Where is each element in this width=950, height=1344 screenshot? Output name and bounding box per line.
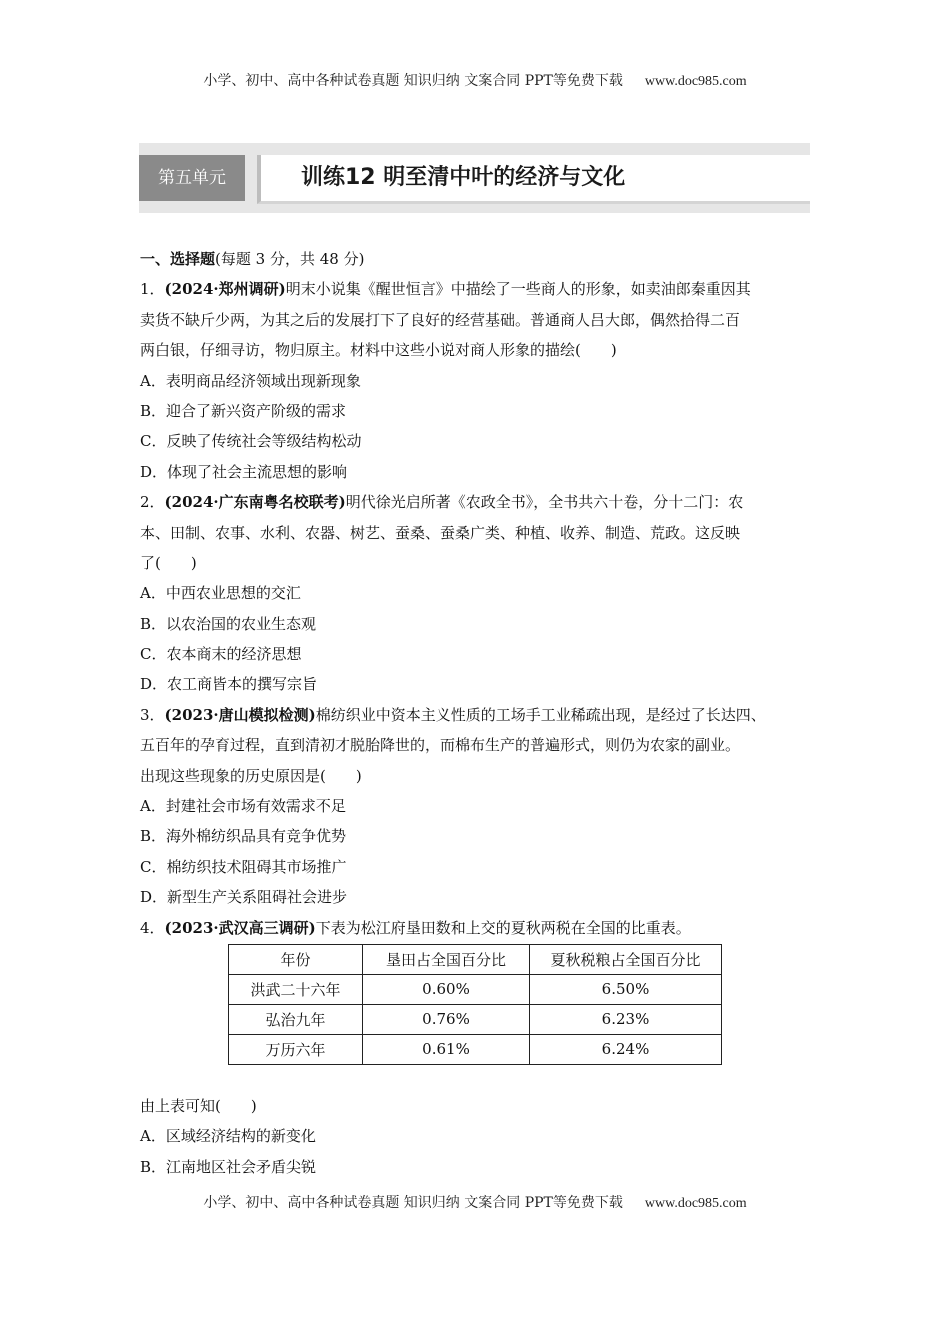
- option-a: A．区域经济结构的新变化: [140, 1127, 316, 1146]
- option-d: D．农工商皆本的撰写宗旨: [140, 675, 318, 694]
- question-stem-line: 1．(2024·郑州调研)明末小说集《醒世恒言》中描绘了一些商人的形象，如卖油郎秦重因其: [140, 280, 751, 299]
- unit-label: 第五单元: [139, 155, 245, 201]
- option-b: B．以农治国的农业生态观: [140, 614, 317, 633]
- question-stem-line: 4．(2023·武汉高三调研)下表为松江府垦田数和上交的夏秋两税在全国的比重表。: [140, 918, 691, 937]
- option-c: C．农本商末的经济思想: [140, 645, 302, 664]
- page-header: [0, 70, 950, 90]
- table-cell: 万历六年: [229, 1034, 363, 1064]
- option-c: C．棉纺织技术阻碍其市场推广: [140, 857, 347, 876]
- option-c: C．反映了传统社会等级结构松动: [140, 432, 362, 451]
- question-source: (2024·郑州调研): [164, 280, 286, 299]
- question-stem-line: 3．(2023·唐山模拟检测)棉纺织业中资本主义性质的工场手工业稀疏出现，是经过了长达四、: [140, 705, 766, 724]
- question-source: (2023·武汉高三调研): [164, 918, 316, 937]
- header-url[interactable]: www.doc985.com: [644, 74, 747, 89]
- question-stem-line: 出现这些现象的历史原因是( ): [140, 766, 362, 785]
- option-d: D．新型生产关系阻碍社会进步: [140, 888, 348, 907]
- footer-text: 小学、初中、高中各种试卷真题 知识归纳 文案合同 PPT等免费下载: [203, 1195, 623, 1211]
- option-d: D．体现了社会主流思想的影响: [140, 462, 348, 481]
- table-header-row: [229, 944, 722, 974]
- table-row: [229, 974, 722, 1004]
- option-b: B．迎合了新兴资产阶级的需求: [140, 401, 347, 420]
- table-cell: 弘治九年: [229, 1004, 363, 1034]
- table-cell: 6.50%: [530, 974, 722, 1004]
- table-cell: 6.23%: [530, 1004, 722, 1034]
- table-cell: 0.61%: [363, 1034, 530, 1064]
- unit-banner: [139, 143, 810, 213]
- footer-url[interactable]: www.doc985.com: [644, 1196, 747, 1211]
- option-a: A．中西农业思想的交汇: [140, 584, 301, 603]
- table-cell: 洪武二十六年: [229, 974, 363, 1004]
- question-source: (2023·唐山模拟检测): [164, 705, 316, 724]
- question-stem-line: 两白银，仔细寻访，物归原主。材料中这些小说对商人形象的描绘( ): [140, 341, 617, 360]
- option-a: A．表明商品经济领域出现新现象: [140, 371, 361, 390]
- question-stem-line: 卖货不缺斤少两，为其之后的发展打下了良好的经营基础。普通商人吕大郎，偶然拾得二百: [140, 310, 741, 329]
- data-table: [228, 944, 722, 1065]
- question-3: [140, 700, 812, 913]
- section-heading: 一、选择题(每题 3 分，共 48 分): [140, 250, 365, 268]
- question-1: [140, 274, 812, 487]
- table-cell: 6.24%: [530, 1034, 722, 1064]
- table-header-cell: 垦田占全国百分比: [363, 944, 530, 974]
- table-row: [229, 1004, 722, 1034]
- question-source: (2024·广东南粤名校联考): [164, 493, 346, 512]
- table-cell: 0.76%: [363, 1004, 530, 1034]
- option-b: B．海外棉纺织品具有竞争优势: [140, 827, 347, 846]
- option-b: B．江南地区社会矛盾尖锐: [140, 1157, 317, 1176]
- question-stem-line: 2．(2024·广东南粤名校联考)明代徐光启所著《农政全书》，全书共六十卷，分十二门：农: [140, 493, 744, 512]
- table-row: [229, 1034, 722, 1064]
- question-stem-line: 本、田制、农事、水利、农器、树艺、蚕桑、蚕桑广类、种植、收养、制造、荒政。这反映: [140, 523, 741, 542]
- question-stem-line: 五百年的孕育过程，直到清初才脱胎降世的，而棉布生产的普遍形式，则仍为农家的副业。: [140, 736, 741, 755]
- option-a: A．封建社会市场有效需求不足: [140, 797, 346, 816]
- question-4: [140, 913, 812, 1183]
- table-cell: 0.60%: [363, 974, 530, 1004]
- table-header-cell: 年份: [229, 944, 363, 974]
- table-header-cell: 夏秋税粮占全国百分比: [530, 944, 722, 974]
- question-prompt: 由上表可知( ): [140, 1096, 257, 1115]
- question-2: [140, 487, 812, 700]
- header-text: 小学、初中、高中各种试卷真题 知识归纳 文案合同 PPT等免费下载: [203, 73, 623, 89]
- page-footer: [0, 1192, 950, 1212]
- exam-content: [140, 244, 812, 1182]
- title-box: [257, 155, 810, 204]
- page-title: 训练12 明至清中叶的经济与文化: [301, 165, 626, 190]
- question-stem-line: 了( ): [140, 553, 197, 572]
